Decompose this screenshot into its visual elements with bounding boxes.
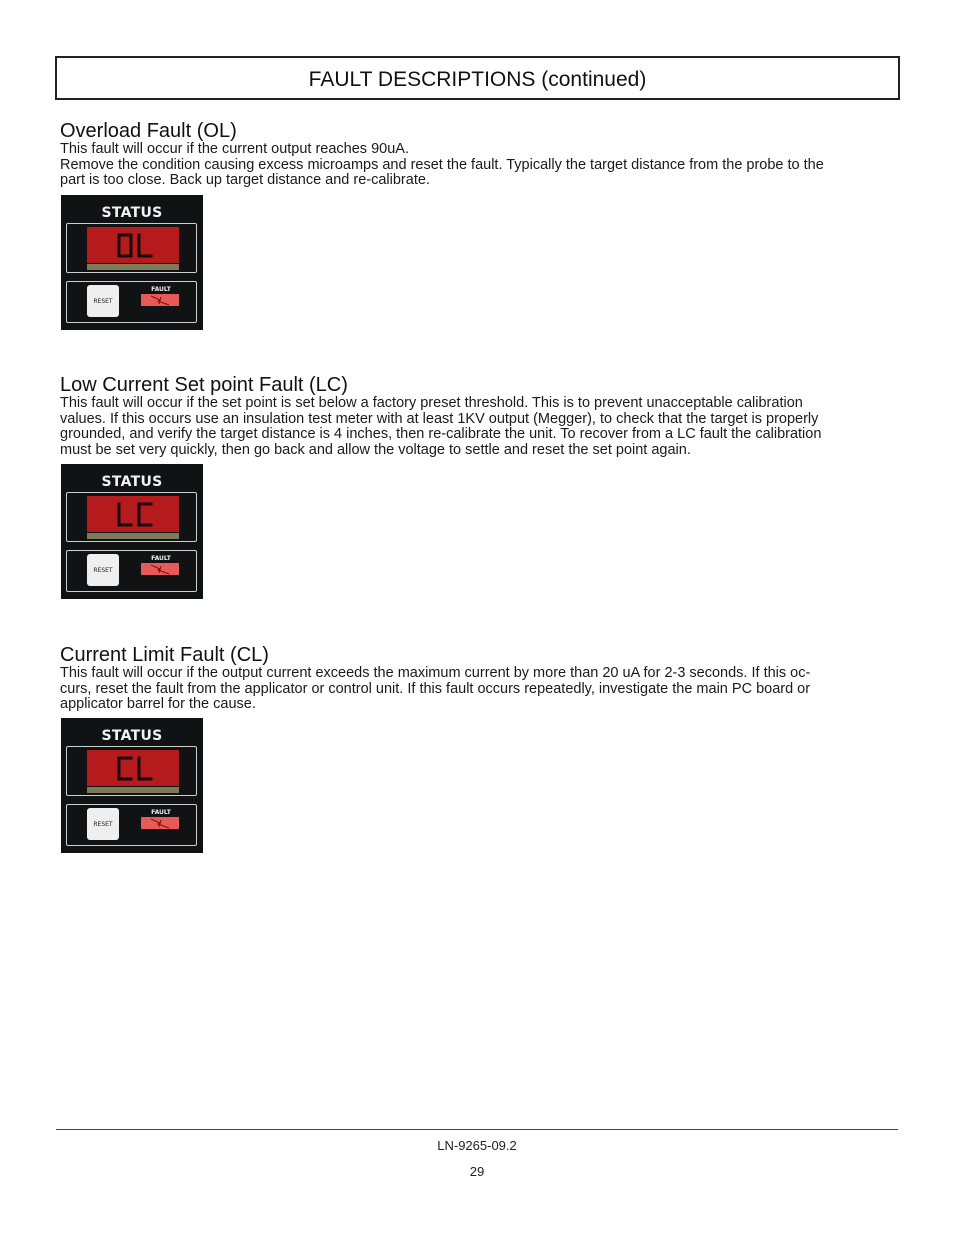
section-heading: Low Current Set point Fault (LC) [60, 374, 348, 396]
section-line: curs, reset the fault from the applicator or control unit. If this fault occurs repeatedly, investigate the main PC board or [60, 680, 811, 697]
section-current-limit-fault [60, 644, 890, 713]
seven-segment-lc [87, 496, 179, 532]
reset-button-label: RESET [93, 820, 113, 828]
status-label: STATUS [101, 728, 163, 744]
reset-button[interactable] [87, 808, 119, 840]
section-line: part is too close. Back up target distance and re-calibrate. [60, 172, 430, 188]
fault-indicator [141, 563, 179, 575]
section-low-current-fault [60, 374, 890, 458]
fault-lightning-icon [141, 817, 179, 829]
footer-divider [56, 1129, 898, 1130]
button-frame [66, 281, 197, 323]
reset-button[interactable] [87, 285, 119, 317]
section-line: values. If this occurs use an insulation test meter with at least 1KV output (Megger), to check that the target is properly [60, 410, 819, 427]
display-frame [66, 492, 197, 542]
page-title-box [55, 56, 900, 100]
reset-button-label: RESET [93, 566, 113, 574]
display-bar [87, 787, 179, 793]
footer-doc-number: LN-9265-09.2 [437, 1138, 517, 1153]
status-label: STATUS [101, 474, 163, 490]
section-line: This fault will occur if the current output reaches 90uA. [60, 141, 409, 157]
section-line: applicator barrel for the cause. [60, 696, 256, 712]
section-line: This fault will occur if the output current exceeds the maximum current by more than 20 uA for 2-3 seconds. If this oc- [60, 665, 811, 681]
seven-segment-ol [87, 227, 179, 263]
status-label: STATUS [101, 205, 163, 221]
display-bar [87, 533, 179, 539]
display-frame [66, 746, 197, 796]
button-frame [66, 550, 197, 592]
section-line: grounded, and verify the target distance is 4 inches, then re-calibrate the unit. To recover from a LC fault the calibration [60, 426, 822, 442]
display-bar [87, 264, 179, 270]
button-frame [66, 804, 197, 846]
status-panel-ol [61, 195, 203, 330]
status-panel-cl [61, 718, 203, 853]
section-overload-fault [60, 120, 890, 189]
section-line: must be set very quickly, then go back and allow the voltage to settle and reset the set point again. [60, 441, 691, 458]
fault-label: FAULT [151, 555, 171, 562]
section-heading: Current Limit Fault (CL) [60, 644, 269, 666]
footer-page-number: 29 [469, 1164, 485, 1179]
fault-indicator [141, 817, 179, 829]
section-line: This fault will occur if the set point is set below a factory preset threshold. This is to prevent unacceptable calibration [60, 395, 803, 411]
fault-indicator [141, 294, 179, 306]
section-line: Remove the condition causing excess microamps and reset the fault. Typically the target distance from the probe to the [60, 156, 824, 173]
fault-code-display [87, 750, 179, 786]
fault-label: FAULT [151, 809, 171, 816]
fault-lightning-icon [141, 563, 179, 575]
fault-lightning-icon [141, 294, 179, 306]
reset-button[interactable] [87, 554, 119, 586]
section-heading: Overload Fault (OL) [60, 120, 237, 142]
page-title: FAULT DESCRIPTIONS (continued) [308, 68, 647, 91]
fault-code-display [87, 227, 179, 263]
display-frame [66, 223, 197, 273]
seven-segment-cl [87, 750, 179, 786]
status-panel-lc [61, 464, 203, 599]
fault-label: FAULT [151, 286, 171, 293]
reset-button-label: RESET [93, 297, 113, 305]
fault-code-display [87, 496, 179, 532]
